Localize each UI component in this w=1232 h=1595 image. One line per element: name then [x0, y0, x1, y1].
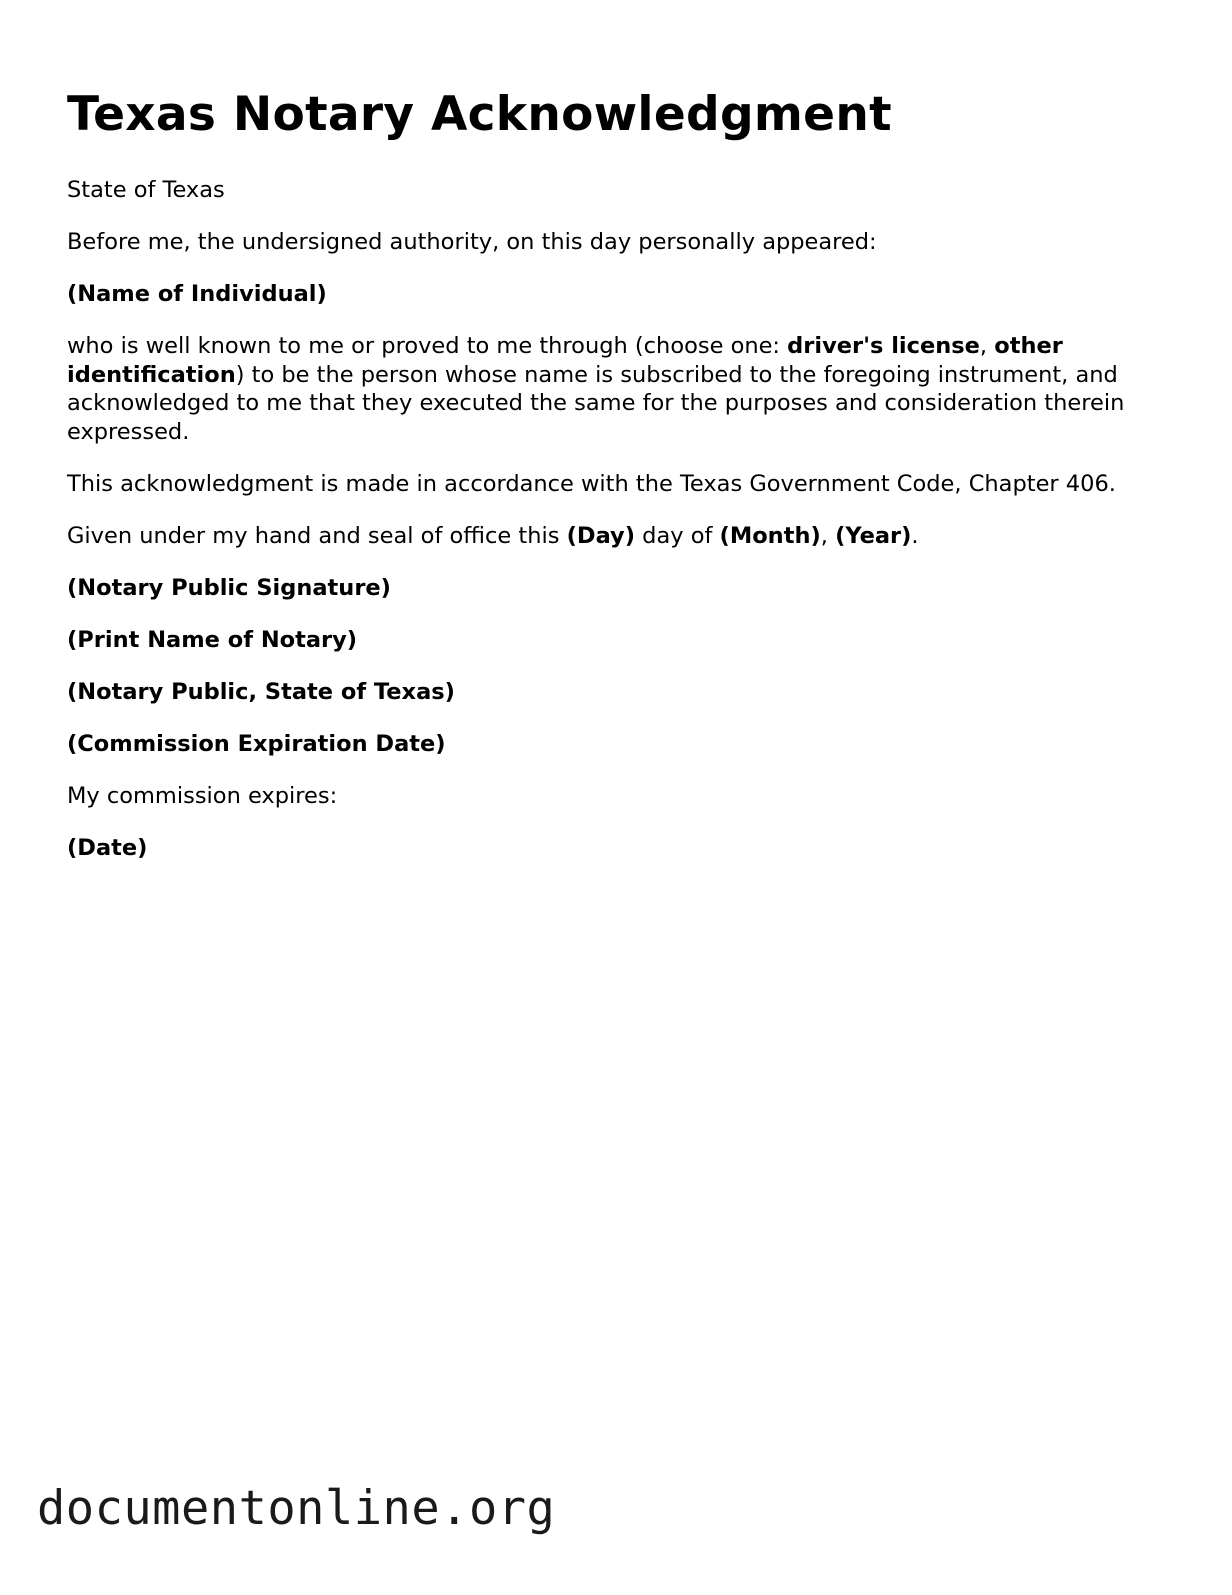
given-prefix: Given under my hand and seal of office this [67, 522, 567, 549]
identity-suffix: ) to be the person whose name is subscribed to the foregoing instrument, and acknowledged to me that they executed the same for the purposes and consideration therein expressed. [67, 361, 1125, 445]
print-name [67, 626, 1167, 655]
given-middle: day of [635, 522, 720, 549]
given-end: . [911, 522, 919, 549]
commission-date-text: (Commission Expiration Date) [67, 730, 446, 757]
identity-option-other-identification: other identification [67, 333, 1063, 388]
given-comma: , [820, 522, 836, 549]
day-placeholder: (Day) [566, 522, 636, 549]
date-placeholder-text: (Date) [67, 834, 148, 861]
notary-state [67, 678, 1167, 707]
notary-signature [67, 574, 1167, 603]
identity-separator: , [979, 333, 995, 359]
given-line [67, 522, 1167, 551]
print-name-text: (Print Name of Notary) [67, 626, 358, 653]
expires-label: My commission expires: [67, 782, 338, 809]
date-placeholder [67, 834, 1167, 863]
identity-paragraph [67, 332, 1167, 446]
state-line: State of Texas [67, 177, 225, 203]
name-placeholder-text: (Name of Individual) [67, 281, 327, 307]
document-page [67, 86, 1167, 886]
notary-state-text: (Notary Public, State of Texas) [67, 678, 455, 705]
appeared-line: Before me, the undersigned authority, on this day personally appeared: [67, 229, 877, 255]
name-placeholder [67, 280, 1167, 309]
month-placeholder: (Month) [719, 522, 821, 549]
watermark: documentonline.org [37, 1481, 556, 1536]
document-title: Texas Notary Acknowledgment [67, 87, 892, 142]
year-placeholder: (Year) [835, 522, 912, 549]
identity-option-drivers-license: driver's license [787, 333, 980, 359]
commission-date [67, 730, 1167, 759]
notary-signature-text: (Notary Public Signature) [67, 574, 391, 601]
identity-prefix: who is well known to me or proved to me through (choose one: [67, 333, 788, 359]
code-line: This acknowledgment is made in accordance with the Texas Government Code, Chapter 406. [67, 470, 1116, 497]
